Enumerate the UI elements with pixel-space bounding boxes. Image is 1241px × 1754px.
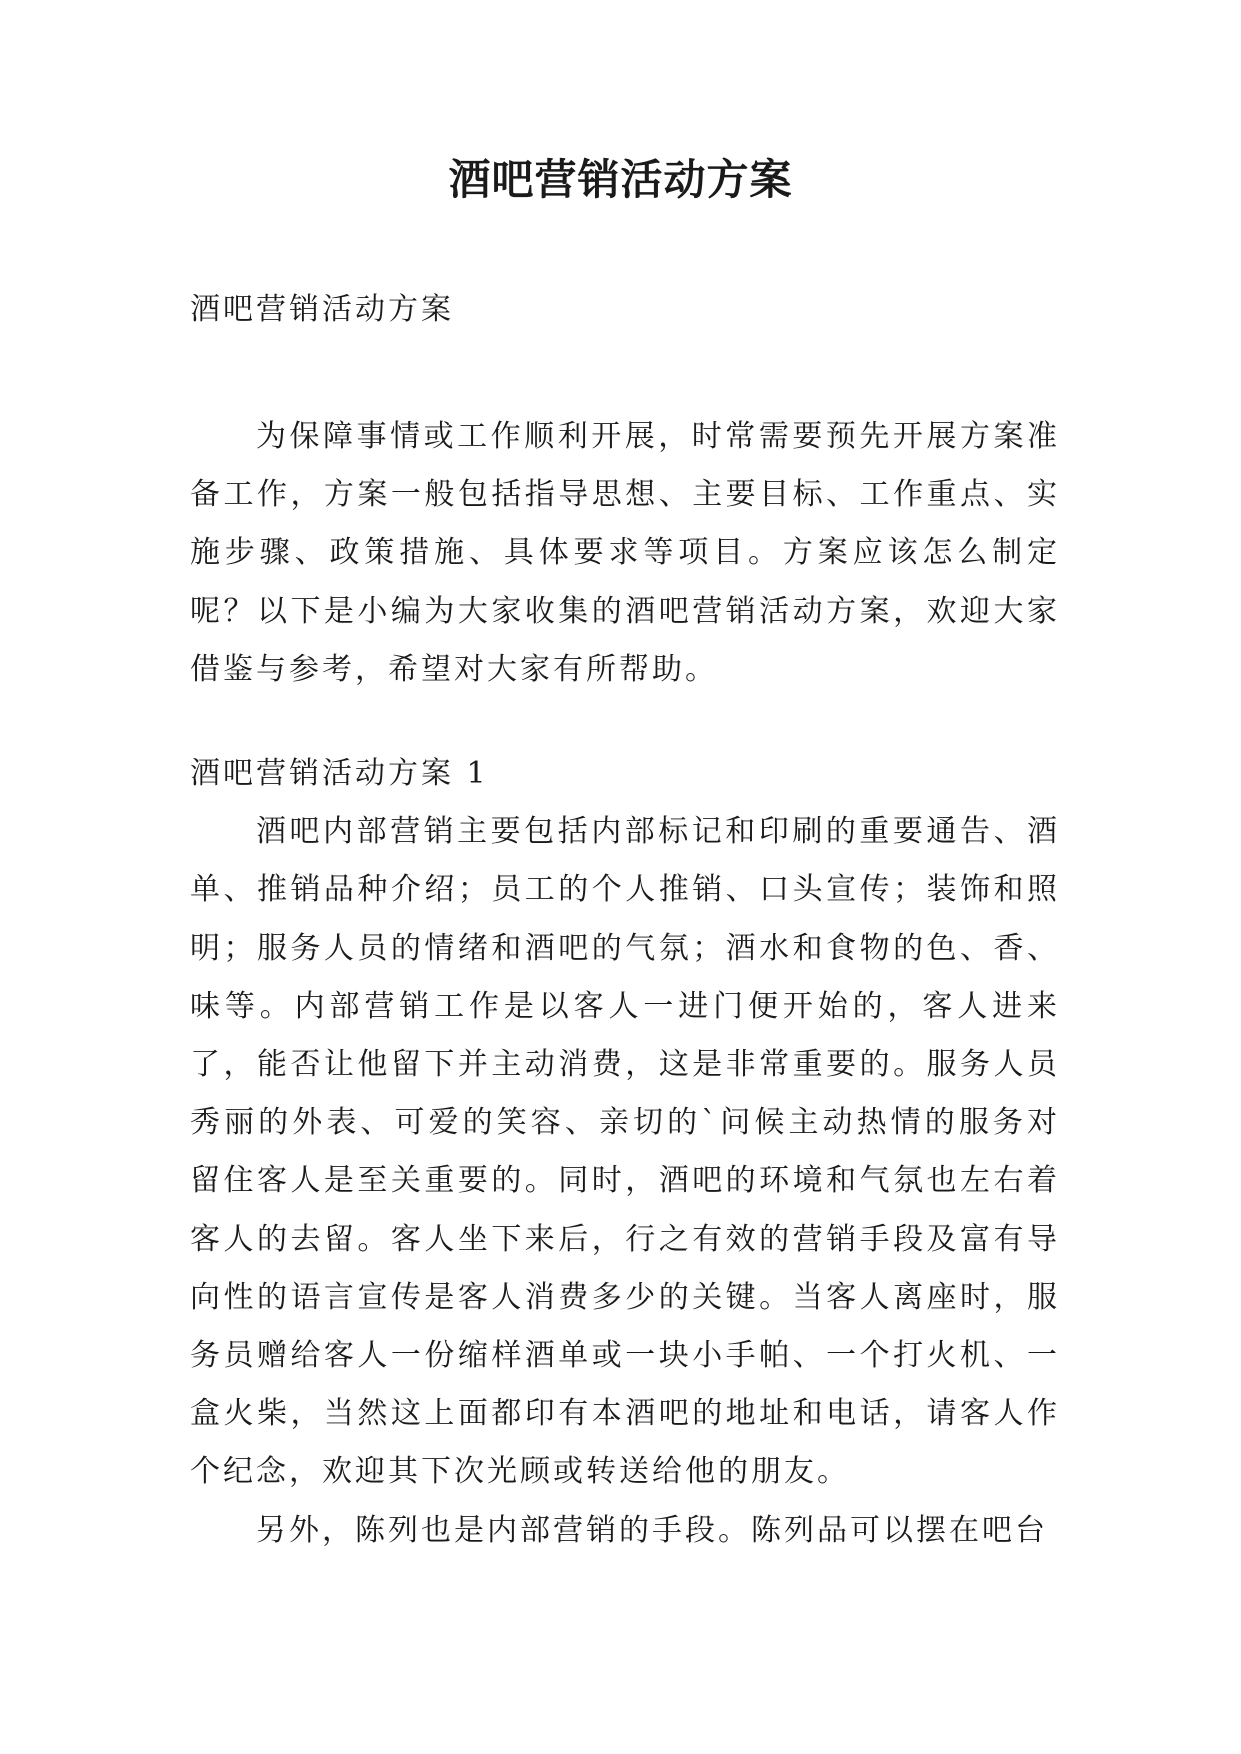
intro-paragraph: 为保障事情或工作顺利开展，时常需要预先开展方案准备工作，方案一般包括指导思想、主要目标、工作重点、实施步骤、政策措施、具体要求等项目。方案应该怎么制定呢？以下是小编为大家收集的酒吧营销活动方案，欢迎大家借鉴与参考，希望对大家有所帮助。	[190, 419, 1060, 687]
document-subtitle: 酒吧营销活动方案	[190, 292, 454, 327]
section-heading: 酒吧营销活动方案 1	[190, 756, 489, 792]
section-paragraph: 另外，陈列也是内部营销的手段。陈列品可以摆在吧台	[256, 1512, 1048, 1548]
section-paragraph: 酒吧内部营销主要包括内部标记和印刷的重要通告、酒单、推销品种介绍；员工的个人推销、口头宣传；装饰和照明；服务人员的情绪和酒吧的气氛；酒水和食物的色、香、味等。内部营销工作是以客人一进门便开始的，客人进来了，能否让他留下并主动消费，这是非常重要的。服务人员秀丽的外表、可爱的笑容、亲切的`问候主动热情的服务对留住客人是至关重要的。同时，酒吧的环境和气氛也左右着客人的去留。客人坐下来后，行之有效的营销手段及富有导向性的语言宣传是客人消费多少的关键。当客人离座时，服务员赠给客人一份缩样酒单或一块小手帕、一个打火机、一盒火柴，当然这上面都印有本酒吧的地址和电话，请客人作个纪念，欢迎其下次光顾或转送给他的朋友。	[190, 814, 1060, 1490]
document-body	[190, 290, 1060, 1560]
page-title: 酒吧营销活动方案	[448, 155, 793, 204]
